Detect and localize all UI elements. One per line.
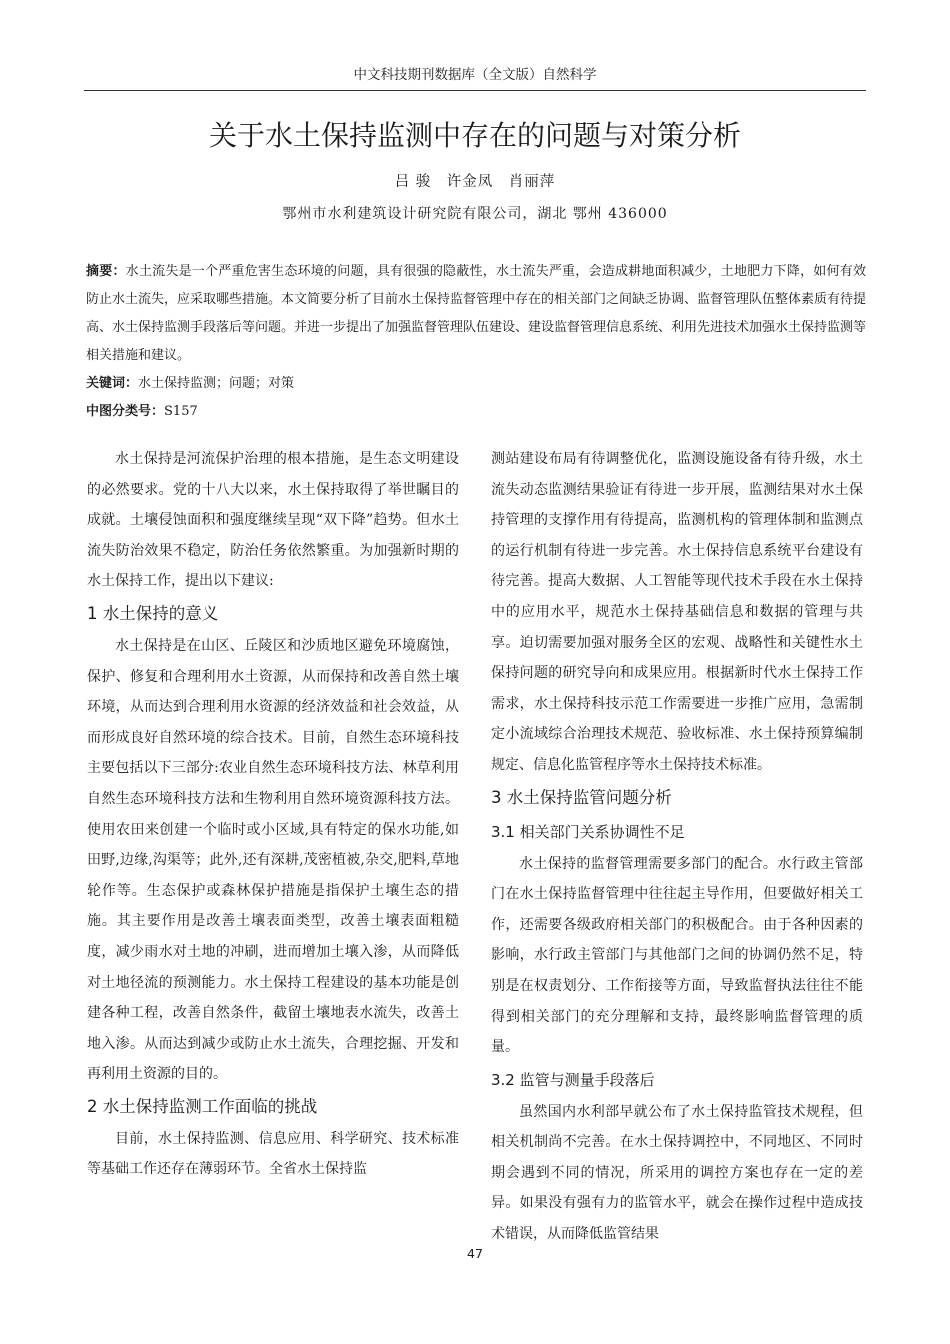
keywords-text: 水土保持监测；问题；对策 — [138, 376, 295, 391]
left-column — [87, 444, 459, 1185]
section-2-heading: 2 水土保持监测工作面临的挑战 — [87, 1096, 318, 1116]
classification-label: 中图分类号： — [86, 404, 165, 419]
classification — [86, 398, 866, 426]
abstract-block — [86, 258, 866, 426]
abstract-label: 摘要： — [86, 264, 126, 279]
section-3-1-paragraph: 水土保持的监督管理需要多部门的配合。水行政主管部门在水土保持监督管理中往往起主导作用，但要做好相关工作，还需要各级政府相关部门的积极配合。由于各种因素的影响，水行政主管部门与其他部门之间的协调仍然不足，特别是在权责划分、工作衔接等方面，导致监督执法往往不能得到相关部门的充分理解和支持，最终影响监督管理的质量。 — [491, 855, 863, 1056]
section-3-1-heading: 3.1 相关部门关系协调性不足 — [491, 822, 685, 841]
section-1-heading: 1 水土保持的意义 — [87, 603, 219, 623]
page-number: 47 — [467, 1246, 483, 1261]
keywords — [86, 370, 866, 398]
section-3-2-heading: 3.2 监管与测量手段落后 — [491, 1070, 655, 1089]
section-1-paragraph: 水土保持是在山区、丘陵区和沙质地区避免环境腐蚀，保护、修复和合理利用水土资源，从而保持和改善自然土壤环境，从而达到合理利用水资源的经济效益和社会效益，从而形成良好自然环境的综合技术。目前，自然生态环境科技主要包括以下三部分:农业自然生态环境科技方法、林草利用自然生态环境科技方法和生物利用自然环境资源科技方法。使用农田来创建一个临时或小区域,具有特定的保水功能,如田野,边缘,沟渠等；此外,还有深耕,茂密植被,杂交,肥料,草地轮作等。生态保护或森林保护措施是指保护土壤生态的措施。其主要作用是改善土壤表面类型，改善土壤表面粗糙度，减少雨水对土地的冲刷，进而增加土壤入渗，从而降低对土地径流的预测能力。水土保持工程建设的基本功能是创建各种工程，改善自然条件，截留土壤地表水流失，改善土地入渗。从而达到减少或防止水土流失，合理挖掘、开发和再利用土资源的目的。 — [87, 637, 459, 1083]
section-2-paragraph-continued: 测站建设布局有待调整优化，监测设施设备有待升级，水土流失动态监测结果验证有待进一步开展，监测结果对水土保持管理的支撑作用有待提高，监测机构的管理体制和监测点的运行机制有待进一步完善。水土保持信息系统平台建设有待完善。提高大数据、人工智能等现代技术手段在水土保持中的应用水平，规范水土保持基础信息和数据的管理与共享。迫切需要加强对服务全区的宏观、战略性和关键性水土保持问题的研究导向和成果应用。根据新时代水土保持工作需求，水土保持科技示范工作需要进一步推广应用，急需制定小流域综合治理技术规范、验收标准、水土保持预算编制规定、信息化监管程序等水土保持技术标准。 — [491, 451, 863, 773]
paper-title: 关于水土保持监测中存在的问题与对策分析 — [208, 119, 741, 152]
affiliation: 鄂州市水利建筑设计研究院有限公司，湖北 鄂州 436000 — [282, 206, 668, 222]
section-3-2-paragraph: 虽然国内水利部早就公布了水土保持监管技术规程，但相关机制尚不完善。在水土保持调控中，不同地区、不同时期会遇到不同的情况，所采用的调控方案也存在一定的差异。如果没有强有力的监管水平，就会在操作过程中造成技术错误，从而降低监管结果 — [491, 1103, 863, 1243]
running-header: 中文科技期刊数据库（全文版）自然科学 — [84, 64, 866, 91]
keywords-label: 关键词： — [86, 376, 139, 391]
authors: 吕 骏 许金凤 肖丽萍 — [394, 174, 556, 190]
section-2-paragraph-start: 目前，水土保持监测、信息应用、科学研究、技术标准等基础工作还存在薄弱环节。全省水土保持监 — [87, 1130, 459, 1178]
abstract-text: 水土流失是一个严重危害生态环境的问题，具有很强的隐蔽性，水土流失严重，会造成耕地面积减少，土地肥力下降，如何有效防止水土流失，应采取哪些措施。本文简要分析了目前水土保持监督管理中存在的相关部门之间缺乏协调、监督管理队伍整体素质有待提高、水土保持监测手段落后等问题。并进一步提出了加强监督管理队伍建设、建设监督管理信息系统、利用先进技术加强水土保持监测等相关措施和建议。 — [86, 264, 867, 363]
classification-number: S157 — [164, 404, 198, 419]
section-3-heading: 3 水土保持监管问题分析 — [491, 787, 672, 807]
intro-paragraph: 水土保持是河流保护治理的根本措施，是生态文明建设的必然要求。党的十八大以来，水土保持取得了举世瞩目的成就。土壤侵蚀面积和强度继续呈现“双下降”趋势。但水土流失防治效果不稳定，防治任务依然繁重。为加强新时期的水土保持工作，提出以下建议: — [87, 451, 459, 590]
abstract — [86, 258, 866, 370]
right-column — [491, 444, 863, 1250]
